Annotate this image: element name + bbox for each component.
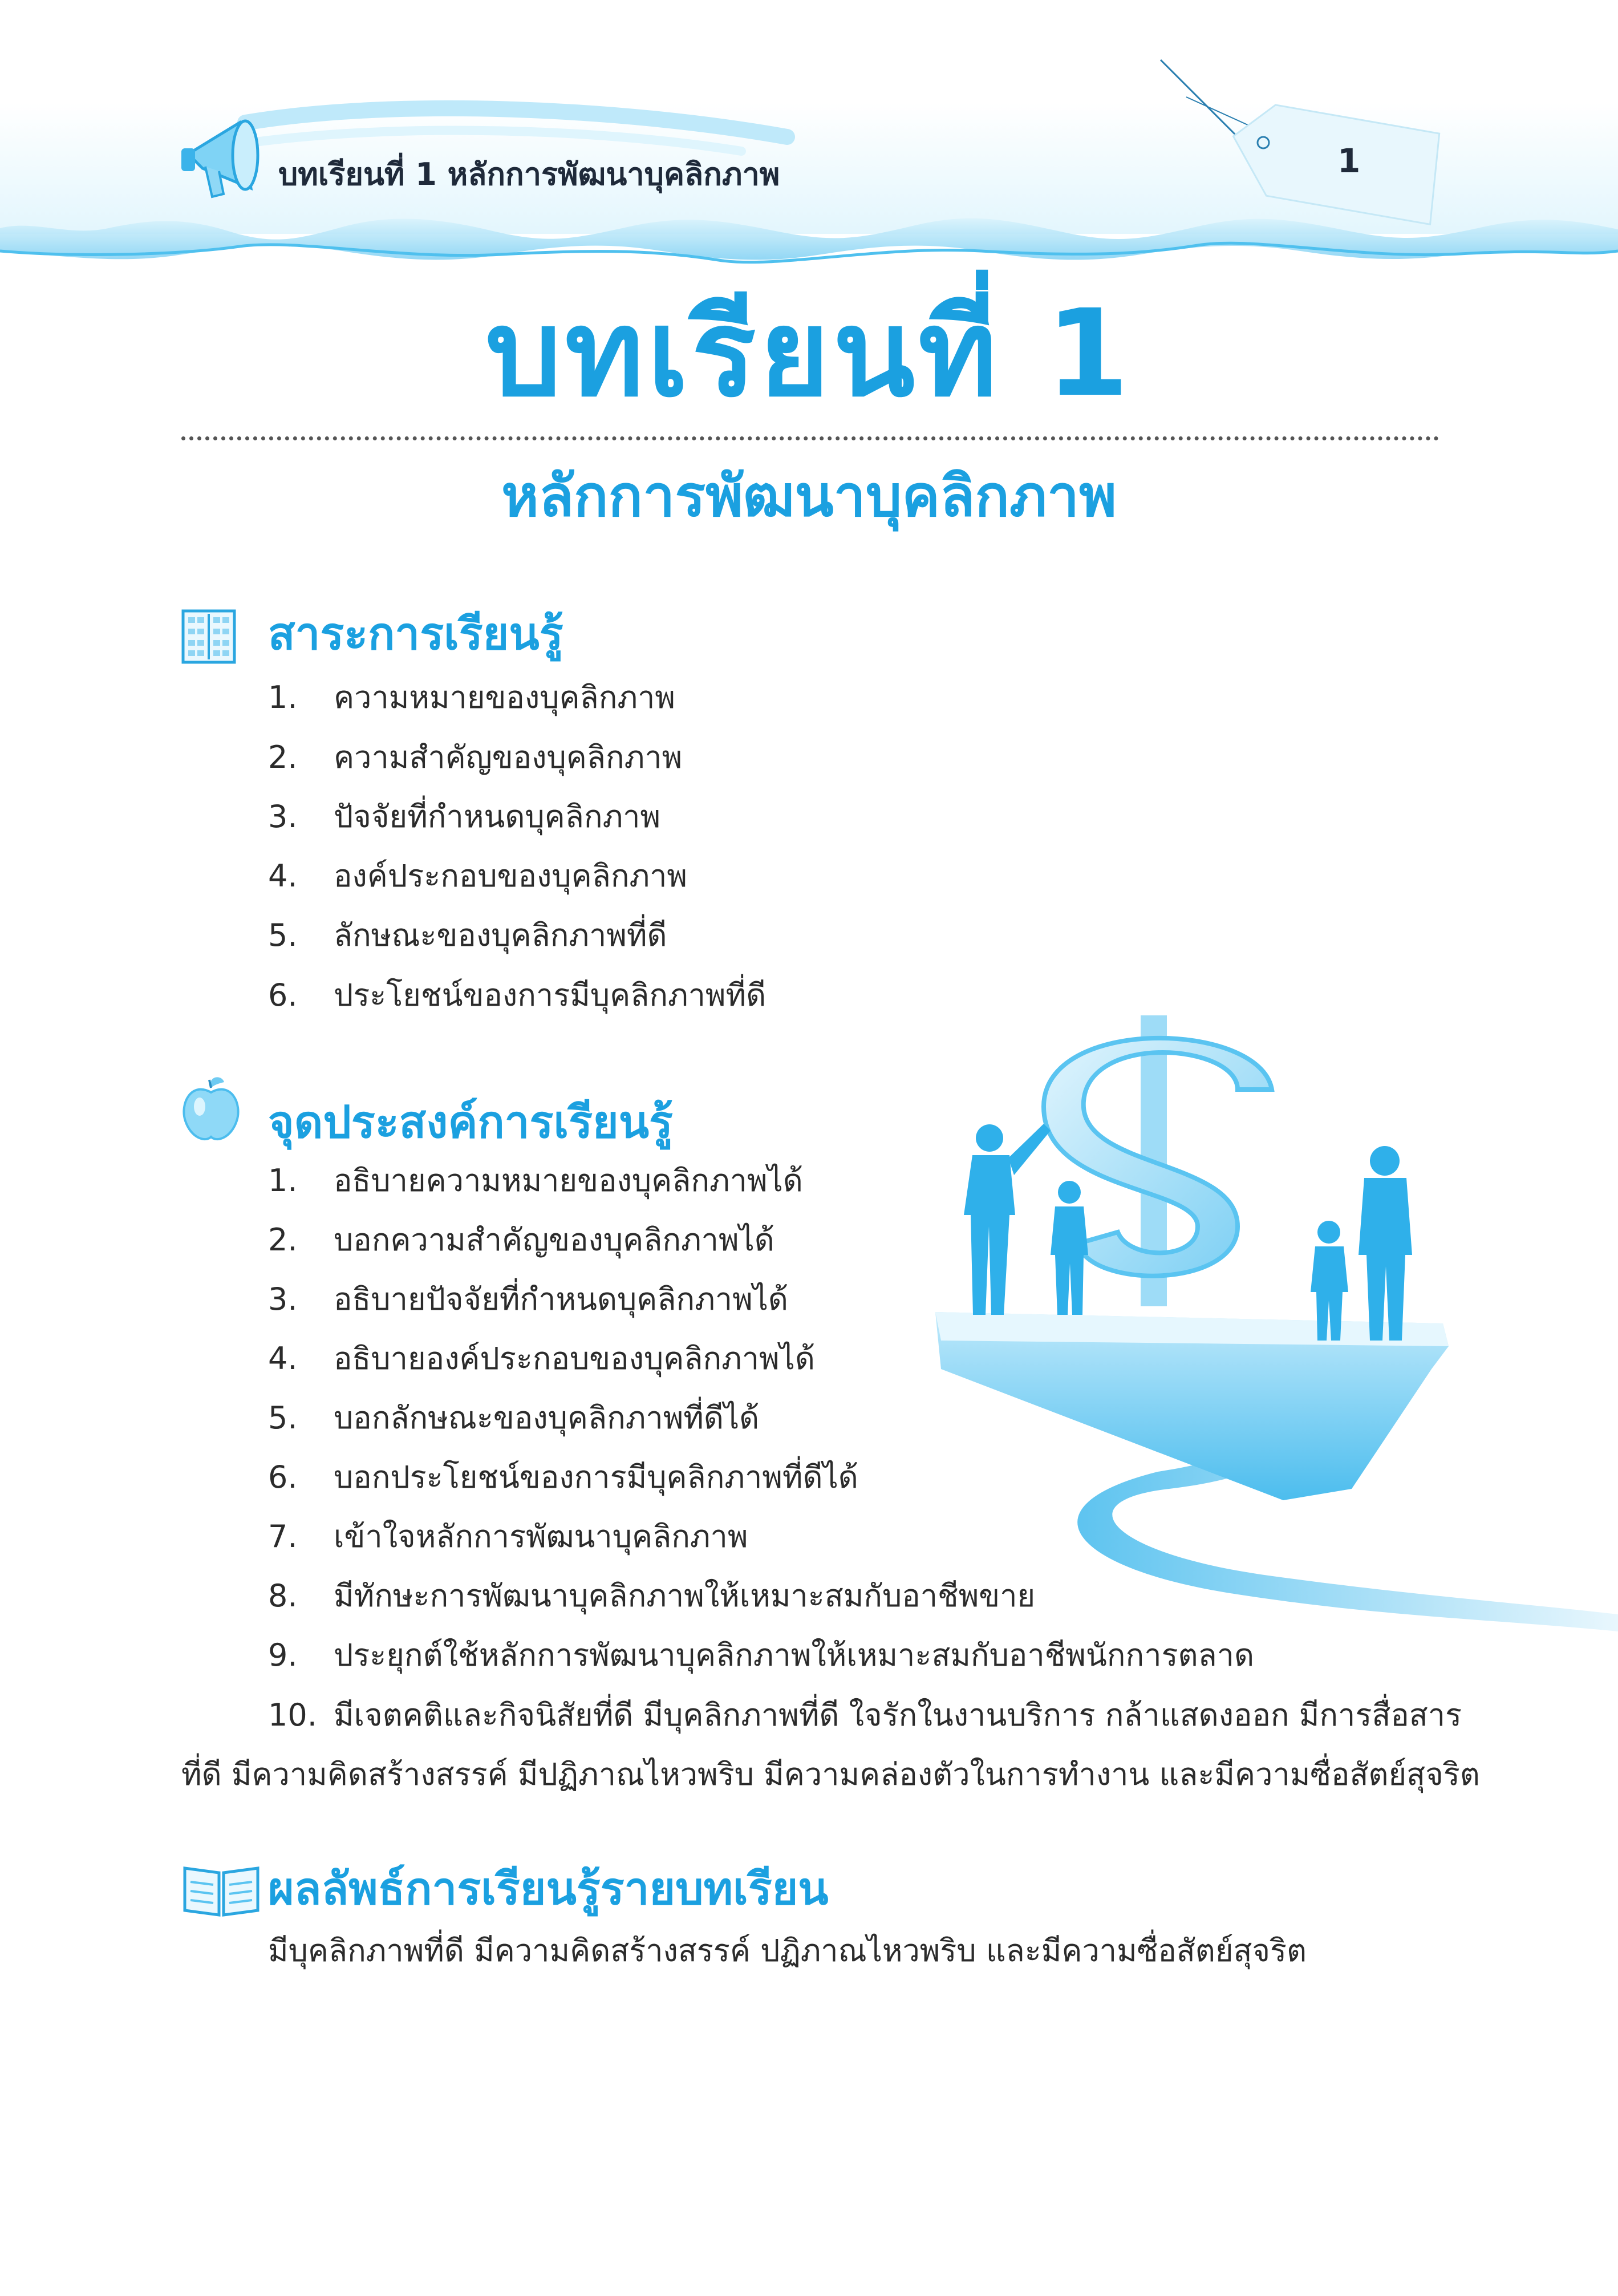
content-item: 4. องค์ประกอบของบุคลิกภาพ bbox=[268, 858, 688, 894]
running-title: บทเรียนที่ 1 หลักการพัฒนาบุคลิกภาพ bbox=[278, 156, 780, 192]
section-heading-objectives: จุดประสงค์การเรียนรู้ bbox=[268, 1097, 673, 1148]
objective-item-10-line1 bbox=[268, 1695, 1462, 1735]
objective-item: 9. ประยุกต์ใช้หลักการพัฒนาบุคลิกภาพให้เหมาะสมกับอาชีพนักการตลาด bbox=[268, 1637, 1255, 1673]
objective-item: 5. บอกลักษณะของบุคลิกภาพที่ดีได้ bbox=[268, 1400, 760, 1436]
objective-item: 1. อธิบายความหมายของบุคลิกภาพได้ bbox=[268, 1163, 803, 1198]
section-heading-outcome: ผลลัพธ์การเรียนรู้รายบทเรียน bbox=[268, 1864, 829, 1915]
content-item: 3. ปัจจัยที่กำหนดบุคลิกภาพ bbox=[268, 799, 661, 835]
business-people-dollar-illustration bbox=[918, 1004, 1618, 1643]
objective-item: 8. มีทักษะการพัฒนาบุคลิกภาพให้เหมาะสมกับอาชีพขาย bbox=[268, 1578, 1036, 1614]
title-divider bbox=[181, 436, 1439, 440]
content-item: 1. ความหมายของบุคลิกภาพ bbox=[268, 679, 675, 715]
outcome-text: มีบุคลิกภาพที่ดี มีความคิดสร้างสรรค์ ปฏิภาณไหวพริบ และมีความซื่อสัตย์สุจริต bbox=[268, 1933, 1307, 1969]
objective-item-10-text: มีเจตคติและกิจนิสัยที่ดี มีบุคลิกภาพที่ดี ใจรักในงานบริการ กล้าแสดงออก มีการสื่อสาร bbox=[334, 1697, 1462, 1733]
megaphone-icon bbox=[171, 91, 285, 205]
page-number: 1 bbox=[1337, 141, 1361, 180]
objective-item-10-number: 10. bbox=[268, 1697, 317, 1733]
objective-item: 4. อธิบายองค์ประกอบของบุคลิกภาพได้ bbox=[268, 1341, 815, 1376]
book-grid-icon bbox=[181, 609, 236, 664]
objective-item: 2. บอกความสำคัญของบุคลิกภาพได้ bbox=[268, 1222, 774, 1258]
chapter-title: บทเรียนที่ 1 bbox=[485, 284, 1133, 423]
content-item: 5. ลักษณะของบุคลิกภาพที่ดี bbox=[268, 917, 667, 953]
section-heading-content: สาระการเรียนรู้ bbox=[268, 609, 563, 660]
objective-item: 3. อธิบายปัจจัยที่กำหนดบุคลิกภาพได้ bbox=[268, 1281, 788, 1317]
objective-item: 7. เข้าใจหลักการพัฒนาบุคลิกภาพ bbox=[268, 1518, 748, 1554]
content-item: 6. ประโยชน์ของการมีบุคลิกภาพที่ดี bbox=[268, 977, 767, 1013]
open-book-icon bbox=[181, 1862, 261, 1920]
chapter-subtitle: หลักการพัฒนาบุคลิกภาพ bbox=[501, 463, 1117, 529]
content-item: 2. ความสำคัญของบุคลิกภาพ bbox=[268, 739, 683, 775]
tag-icon bbox=[1152, 57, 1449, 228]
apple-icon bbox=[180, 1075, 242, 1144]
objective-item: 6. บอกประโยชน์ของการมีบุคลิกภาพที่ดีได้ bbox=[268, 1459, 858, 1495]
objective-item-10-line2: ที่ดี มีความคิดสร้างสรรค์ มีปฏิภาณไหวพริบ มีความคล่องตัวในการทำงาน และมีความซื่อสัตย์สุจริต bbox=[181, 1756, 1480, 1792]
